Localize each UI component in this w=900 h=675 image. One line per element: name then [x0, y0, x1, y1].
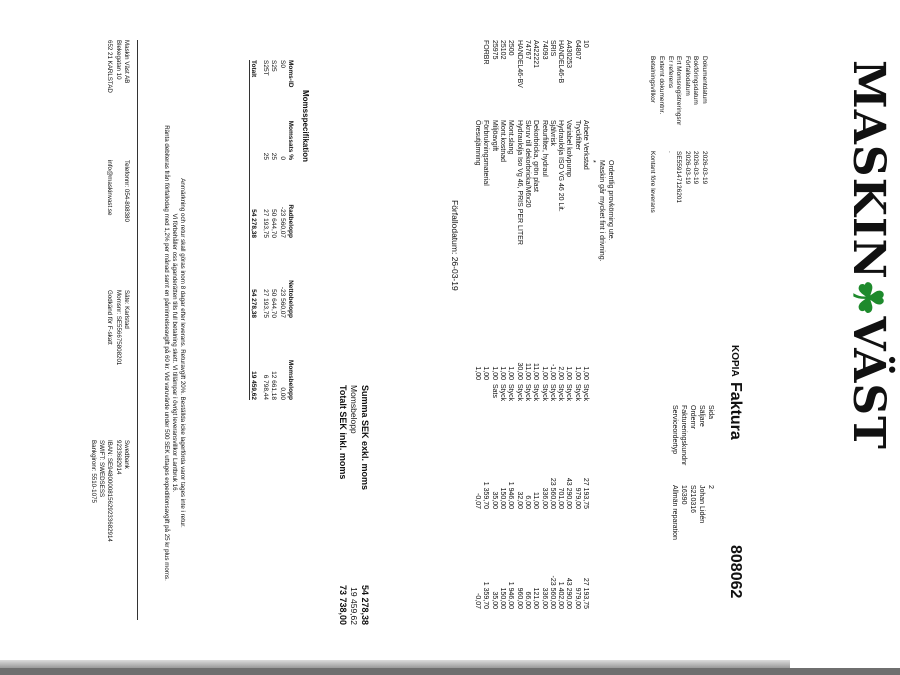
- vat-table: [249, 60, 294, 400]
- footer-line: Momsnr: SE556675808201: [114, 290, 122, 366]
- item-amount: 1 402,00: [557, 581, 565, 609]
- copy-label: KOPIA: [729, 345, 740, 377]
- meta-right-row: [670, 405, 679, 645]
- item-description: Öresutjämning: [474, 120, 482, 166]
- item-unit: Styck: [582, 384, 589, 402]
- notes: [588, 160, 615, 262]
- item-code: SRIS: [548, 40, 556, 57]
- item-amount: -23 560,00: [548, 575, 556, 609]
- item-code: FORBR: [482, 40, 490, 65]
- item-amount: 1 359,70: [482, 581, 490, 609]
- item-unit: Sats: [490, 384, 498, 399]
- footer-col4: [89, 440, 130, 620]
- meta-right-row: [697, 405, 706, 645]
- item-description: Förbrukningsmaterial: [482, 120, 490, 186]
- line-item-row: [531, 40, 539, 620]
- item-description: Dekorbricka, grön plast: [532, 120, 540, 192]
- item-price: 1 946,00: [507, 481, 515, 509]
- item-quantity: 1,00: [582, 366, 589, 380]
- item-amount: 43 290,00: [565, 577, 573, 609]
- vat-heading: Momsspecifikation: [301, 90, 310, 163]
- line-item-row: [564, 40, 572, 620]
- item-quantity: 1,00: [474, 366, 482, 380]
- meta-left: [648, 56, 708, 316]
- item-quantity: 1,00: [573, 366, 581, 380]
- item-quantity: 1,00: [507, 366, 515, 380]
- total-row: [337, 385, 348, 625]
- meta-label: Ert Momsregistreringsnr: [675, 56, 683, 126]
- vat-cell: 27 193,75: [262, 289, 270, 318]
- page-edge-shadow: [0, 660, 790, 668]
- item-amount: -0,07: [474, 593, 482, 609]
- item-code: A430253: [565, 40, 573, 69]
- total-value: 54 278,38: [360, 584, 370, 625]
- footer-line: SWIFT: SWEDSESS: [98, 440, 106, 498]
- line-item-row: [489, 40, 497, 620]
- item-unit: [481, 380, 489, 424]
- vat-cell: 0,00: [278, 387, 286, 400]
- item-amount: 66,00: [523, 591, 531, 609]
- note-line: *: [589, 160, 596, 163]
- item-quantity: 11,00: [523, 363, 531, 380]
- line-item-row: [506, 40, 514, 620]
- footer-line: 652 21 KARLSTAD: [106, 40, 114, 93]
- meta-left-row: [656, 56, 665, 316]
- footer-line: Bankgironr: 5510-1075: [89, 440, 97, 503]
- item-description: Mont.slang: [507, 120, 515, 155]
- item-amount: 121,00: [532, 587, 540, 609]
- item-description: Miljöavgift: [490, 120, 498, 152]
- footer-line: IBAN: SE9480000815629233682914: [106, 440, 114, 542]
- vat-total-rule: [249, 60, 250, 400]
- item-code: 25102: [499, 40, 507, 60]
- item-amount: 336,00: [540, 587, 548, 609]
- meta-label: Faktureringskundnr: [680, 405, 687, 466]
- item-quantity: 1,00: [490, 366, 498, 380]
- item-price: 1 359,70: [482, 481, 490, 509]
- vat-cell: 25: [262, 152, 270, 160]
- item-description: Variabel kolvpump: [565, 120, 573, 178]
- meta-value: Allmän reparation: [671, 485, 678, 540]
- vat-row: [261, 60, 269, 400]
- item-unit: Styck: [499, 384, 507, 402]
- vat-cell: Momssats %: [287, 120, 294, 160]
- line-item-row: [556, 40, 564, 620]
- item-code: 74767: [523, 40, 531, 60]
- vat-cell: Nettobelopp: [287, 280, 294, 318]
- item-quantity: 1,00: [540, 366, 548, 380]
- meta-value: 16390: [680, 485, 687, 505]
- item-amount: 1 946,00: [507, 581, 515, 609]
- item-amount: 150,00: [499, 587, 507, 609]
- item-unit: [473, 380, 481, 424]
- item-description: Hydraulolja Iso Vg 46, PRIS PER LITER: [515, 120, 523, 245]
- footer-line: 9233682914: [114, 440, 122, 475]
- vat-cell: 25: [270, 152, 278, 160]
- meta-label: Sida: [707, 405, 714, 420]
- vat-cell: 50 644,70: [270, 289, 278, 318]
- line-item-row: [481, 40, 489, 620]
- meta-label: Ordernr: [689, 405, 696, 430]
- item-description: Skruv till dekorbricka/M6x20: [523, 120, 531, 208]
- item-price: 32,00: [515, 491, 523, 509]
- item-unit: Styck: [523, 384, 531, 402]
- meta-label: Externt dokumentnr.: [658, 56, 666, 115]
- vat-cell: S25T: [262, 60, 270, 76]
- meta-label: Betalningsvillkor: [649, 56, 657, 103]
- vat-cell: Radbelopp: [287, 204, 294, 238]
- meta-value: Johan Lidén: [698, 485, 705, 524]
- footer-line: Godkänd för F-skatt: [106, 290, 114, 345]
- vat-cell: Moms-ID: [287, 60, 294, 88]
- meta-value: 2: [707, 485, 714, 489]
- vat-row: [269, 60, 277, 400]
- vat-cell: Momsbelopp: [287, 359, 294, 400]
- footer-line: [113, 160, 121, 290]
- vat-cell: Totalt: [249, 60, 257, 78]
- item-code: A422221: [532, 40, 540, 69]
- line-item-row: [581, 40, 589, 620]
- item-description: Tryckfilter: [573, 120, 581, 151]
- item-code: HANDEL46-B: [557, 40, 565, 84]
- logo-text-left: MASKIN: [843, 60, 894, 280]
- meta-left-row: [699, 56, 708, 316]
- terms-line: Ränta debiteras från förfallodag med 1,2% per månad samt en påminnelseavgift på 60 kr. Vid varuvärde under 500 SEK uttages expeditionsavgift på 25 kr plus moms.: [163, 125, 170, 581]
- item-description: Mont.kostnad: [499, 120, 507, 163]
- vat-cell: 27 193,75: [262, 209, 270, 238]
- total-row: [359, 385, 370, 625]
- line-item-row: [473, 40, 481, 620]
- total-value: 19 459,62: [349, 587, 359, 625]
- vat-cell: 12 661,18: [270, 371, 278, 400]
- terms-line: Anmärkning och retur skall göras inom 8 dagar efter leverans. Returavgift 20%. Beställda icke lagerförda varor tages inte i retur.: [179, 178, 186, 528]
- item-amount: 960,00: [515, 587, 523, 609]
- footer-line: Säte: Karlstad: [123, 290, 130, 329]
- invoice-title: Faktura: [727, 382, 744, 440]
- item-code: 2500: [507, 40, 515, 56]
- item-amount: 979,00: [573, 587, 581, 609]
- terms: [162, 88, 186, 618]
- meta-value: 2026-03-19: [683, 151, 691, 185]
- vat-cell: S25: [270, 60, 278, 72]
- meta-value: .: [666, 151, 674, 153]
- footer-line: Maskin Väst AB: [123, 40, 130, 84]
- vat-cell: -23 560,07: [278, 206, 286, 238]
- line-item-row: [514, 40, 522, 620]
- item-quantity: 1,00: [482, 366, 490, 380]
- meta-value: S210316: [689, 485, 696, 514]
- totals: [337, 385, 370, 625]
- line-items: [473, 40, 589, 620]
- total-value: 73 738,00: [338, 584, 348, 625]
- item-amount: 35,00: [490, 591, 498, 609]
- item-quantity: 1,00: [499, 366, 507, 380]
- vat-cell: 6 798,44: [262, 374, 270, 400]
- note-line: Ordentlig provkörning ute.: [607, 160, 614, 241]
- item-unit: Styck: [507, 384, 515, 402]
- meta-label: Er referens: [666, 56, 674, 89]
- vat-cell: 19 459,62: [249, 371, 257, 400]
- item-price: -0,07: [474, 493, 482, 509]
- item-unit: Styck: [557, 384, 565, 402]
- line-item-row: [572, 40, 580, 620]
- vat-cell: 50 644,70: [270, 209, 278, 238]
- item-price: 6,00: [523, 495, 531, 509]
- footer-col2: [105, 160, 130, 290]
- item-quantity: 30,00: [515, 362, 523, 380]
- meta-value: SE559147126201: [675, 151, 683, 204]
- invoice-number: 808062: [727, 545, 744, 599]
- meta-right: [670, 405, 715, 645]
- total-label: Momsbelopp: [349, 385, 359, 434]
- item-quantity: 11,00: [532, 363, 540, 380]
- footer-col1: [105, 40, 130, 160]
- item-quantity: -1,00: [548, 364, 556, 380]
- footer-col3: [105, 290, 130, 440]
- total-label: Totalt SEK inkl. moms: [338, 385, 348, 480]
- item-unit: Styck: [565, 384, 573, 402]
- logo-text-right: VÄST: [843, 316, 894, 450]
- item-price: 35,00: [490, 491, 498, 509]
- total-label: Summa SEK exkl. moms: [360, 385, 370, 491]
- item-quantity: 2,00: [557, 366, 565, 380]
- item-unit: Styck: [573, 384, 581, 402]
- item-price: 701,00: [557, 487, 565, 509]
- line-item-row: [523, 40, 531, 620]
- meta-right-row: [706, 405, 715, 645]
- meta-left-row: [674, 56, 683, 316]
- item-description: Självrisk: [548, 120, 556, 147]
- meta-label: Dokumentdatum: [701, 56, 708, 104]
- item-unit: Styck: [515, 384, 523, 402]
- item-unit: Styck: [532, 384, 540, 402]
- item-code: 74093: [540, 40, 548, 60]
- meta-left-row: [682, 56, 691, 316]
- item-code: 25975: [490, 40, 498, 60]
- vat-cell: 0: [278, 156, 286, 160]
- line-item-row: [548, 40, 556, 620]
- total-row: [348, 385, 359, 625]
- company-logo: [843, 60, 894, 450]
- meta-value: Kontant före leverans: [649, 151, 657, 213]
- meta-label: Säljare: [698, 405, 705, 427]
- footer-line: Swedbank: [123, 440, 130, 469]
- footer-line: info@maskinvast.se: [106, 160, 114, 216]
- meta-left-row: [691, 56, 700, 316]
- item-price: 150,00: [499, 487, 507, 509]
- terms-line: Vi förbehåller oss äganderätten tills full betalning skett. Vi tillämpar i övrigt leveransvillkor Lantbruk 16.: [171, 213, 178, 493]
- vat-cell: 54 278,38: [249, 289, 257, 318]
- meta-left-row: [648, 56, 657, 316]
- due-date-line: Förfallodatum: 26-03-19: [450, 200, 460, 291]
- item-description: Hydraulolja ISO VG 46 20 Lit.: [557, 120, 565, 212]
- item-price: 336,00: [540, 487, 548, 509]
- meta-value: 2026-03-19: [701, 151, 708, 185]
- note-line: Maskin går mycket fint i drivning.: [598, 160, 605, 262]
- footer-line: Telefonnr: 054-808380: [123, 160, 130, 222]
- item-code: [473, 40, 481, 120]
- item-description: Returfilter, hydraul: [540, 120, 548, 177]
- line-item-row: [498, 40, 506, 620]
- item-price: 23 560,00: [548, 477, 556, 509]
- item-price: 43 290,00: [565, 477, 573, 509]
- vat-cell: 54 278,38: [249, 209, 257, 238]
- vat-header-row: [286, 60, 294, 400]
- item-amount: 27 193,75: [582, 577, 589, 609]
- item-price: 27 193,75: [582, 477, 589, 509]
- meta-value: 2026-03-19: [692, 151, 700, 185]
- meta-left-row: [665, 56, 674, 316]
- item-unit: Styck: [540, 384, 548, 402]
- vat-cell: -23 560,07: [278, 286, 286, 318]
- clover-icon: ☘: [844, 279, 891, 317]
- vat-row: [277, 60, 285, 400]
- item-price: 11,00: [532, 492, 540, 509]
- meta-right-row: [688, 405, 697, 645]
- meta-right-row: [679, 405, 688, 645]
- meta-label: Bokföringsdatum: [692, 56, 700, 105]
- item-code: 10: [582, 40, 589, 48]
- footer-rule: [137, 40, 138, 620]
- meta-label: Serviceordertyp: [671, 405, 678, 455]
- vat-cell: S0: [278, 60, 286, 68]
- item-description: Arbete Verkstad: [582, 120, 589, 170]
- item-price: 979,00: [573, 487, 581, 509]
- meta-label: Förfallodatum: [683, 56, 691, 96]
- footer-line: Blekegatan 10: [114, 40, 122, 80]
- line-item-row: [539, 40, 547, 620]
- item-code: HANDEL46-BV: [515, 40, 523, 88]
- item-code: 64807: [573, 40, 581, 60]
- item-quantity: 1,00: [565, 366, 573, 380]
- item-unit: Styck: [548, 384, 556, 402]
